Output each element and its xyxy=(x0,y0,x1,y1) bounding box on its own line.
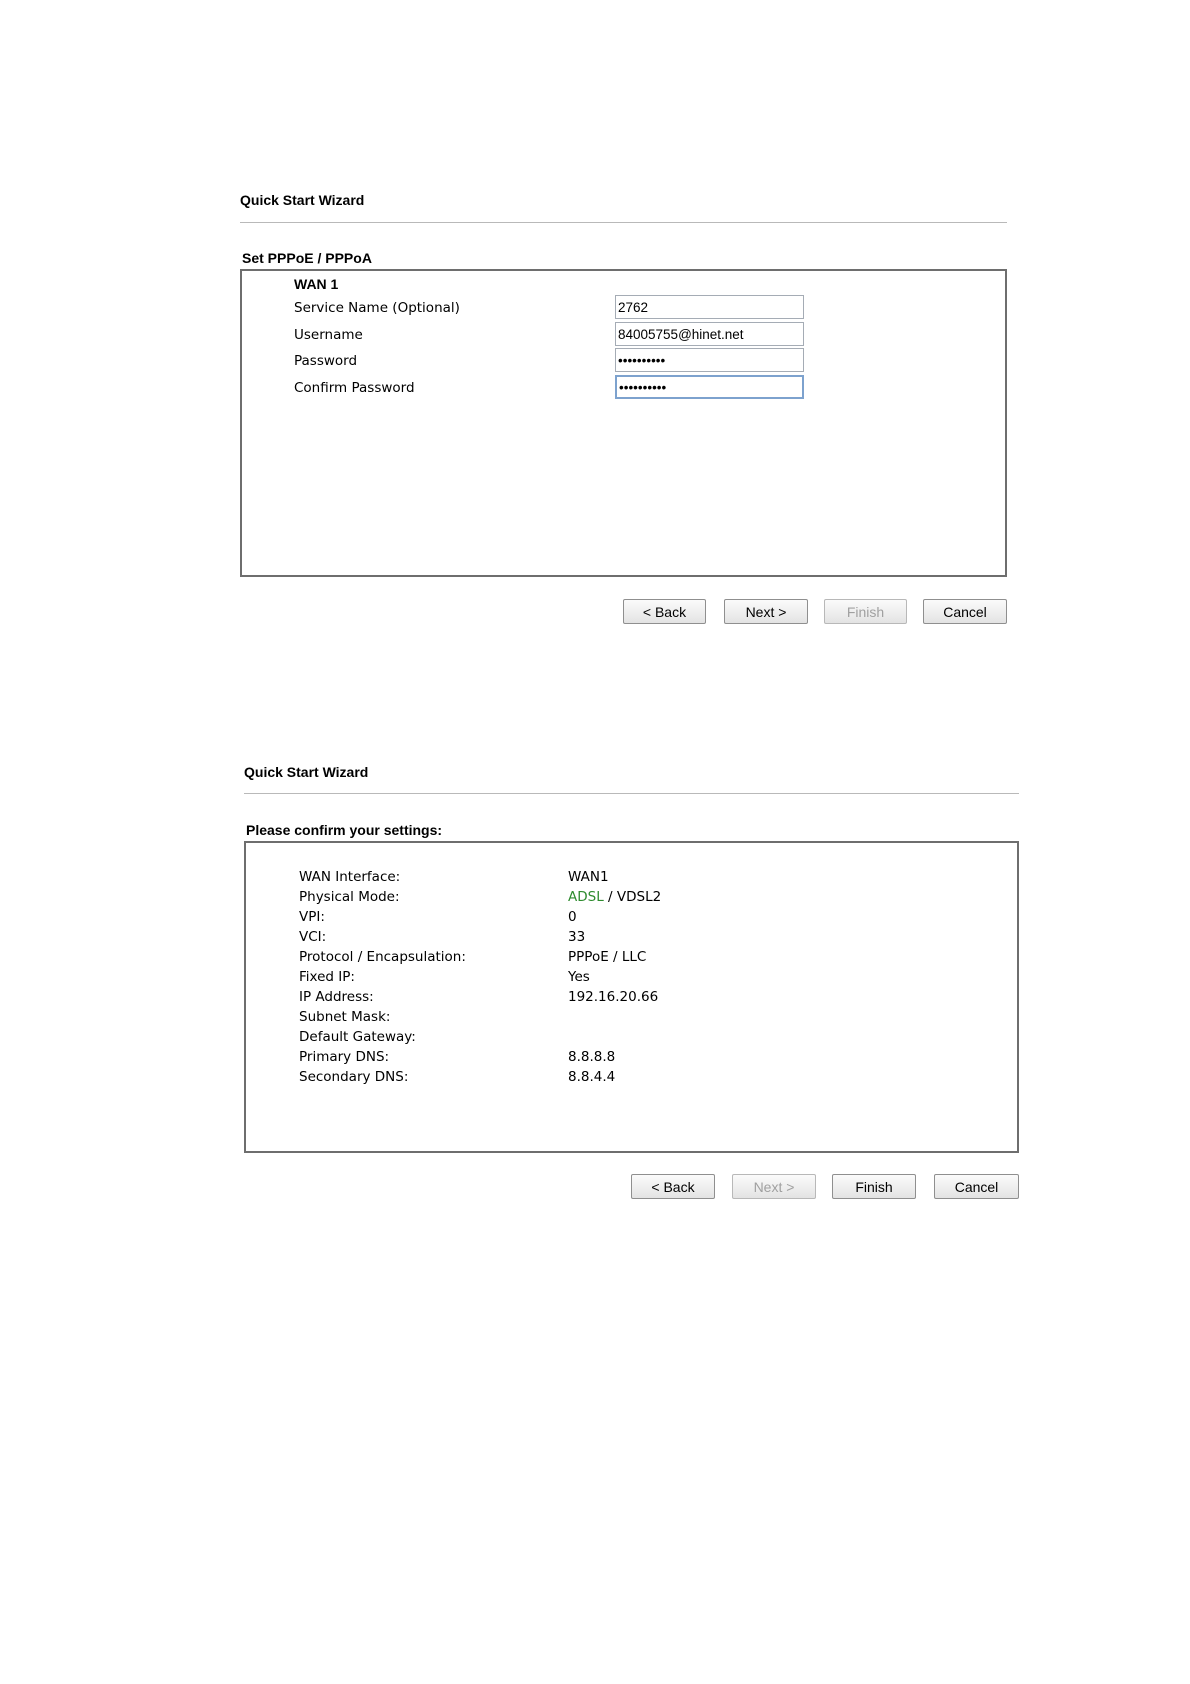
ip-address-label: IP Address: xyxy=(299,989,374,1005)
wizard-title: Quick Start Wizard xyxy=(240,192,365,208)
vpi-label: VPI: xyxy=(299,909,325,925)
cancel-button[interactable]: Cancel xyxy=(923,599,1007,624)
password-label: Password xyxy=(294,353,358,369)
finish-button[interactable]: Finish xyxy=(824,599,907,624)
fixed-ip-value: Yes xyxy=(568,969,590,985)
primary-dns-value: 8.8.8.8 xyxy=(568,1049,616,1065)
default-gateway-label: Default Gateway: xyxy=(299,1029,416,1045)
primary-dns-label: Primary DNS: xyxy=(299,1049,390,1065)
subnet-mask-label: Subnet Mask: xyxy=(299,1009,391,1025)
wizard-title: Quick Start Wizard xyxy=(244,764,369,780)
next-button[interactable]: Next > xyxy=(724,599,808,624)
section-title: Set PPPoE / PPPoA xyxy=(242,250,372,266)
next-button[interactable]: Next > xyxy=(732,1174,816,1199)
service-name-label: Service Name (Optional) xyxy=(294,300,460,316)
vci-value: 33 xyxy=(568,929,586,945)
section-title: Please confirm your settings: xyxy=(246,822,443,838)
title-divider xyxy=(244,793,1019,794)
physical-mode-value xyxy=(568,889,661,905)
confirm-password-label: Confirm Password xyxy=(294,380,415,396)
back-button[interactable]: < Back xyxy=(631,1174,715,1199)
password-input[interactable] xyxy=(615,348,804,372)
secondary-dns-value: 8.8.4.4 xyxy=(568,1069,616,1085)
physical-mode-other: VDSL2 xyxy=(616,889,662,905)
confirm-panel xyxy=(244,841,1019,1153)
vpi-value: 0 xyxy=(568,909,577,925)
service-name-input[interactable] xyxy=(615,295,804,319)
physical-mode-label: Physical Mode: xyxy=(299,889,400,905)
secondary-dns-label: Secondary DNS: xyxy=(299,1069,409,1085)
physical-mode-separator: / xyxy=(603,889,617,905)
ip-address-value: 192.16.20.66 xyxy=(568,989,659,1005)
wan-label: WAN 1 xyxy=(294,276,339,292)
username-input[interactable] xyxy=(615,322,804,346)
fixed-ip-label: Fixed IP: xyxy=(299,969,355,985)
wan-interface-value: WAN1 xyxy=(568,869,609,885)
title-divider xyxy=(240,222,1007,223)
cancel-button[interactable]: Cancel xyxy=(934,1174,1019,1199)
wan-interface-label: WAN Interface: xyxy=(299,869,401,885)
confirm-password-input[interactable] xyxy=(615,375,804,399)
pppoe-panel xyxy=(240,269,1007,577)
wizard-pppoe xyxy=(240,192,1007,632)
protocol-label: Protocol / Encapsulation: xyxy=(299,949,466,965)
finish-button[interactable]: Finish xyxy=(832,1174,916,1199)
protocol-value: PPPoE / LLC xyxy=(568,949,647,965)
physical-mode-active: ADSL xyxy=(568,889,604,905)
wizard-confirm xyxy=(244,764,1019,1204)
back-button[interactable]: < Back xyxy=(623,599,706,624)
username-label: Username xyxy=(294,327,363,343)
vci-label: VCI: xyxy=(299,929,327,945)
